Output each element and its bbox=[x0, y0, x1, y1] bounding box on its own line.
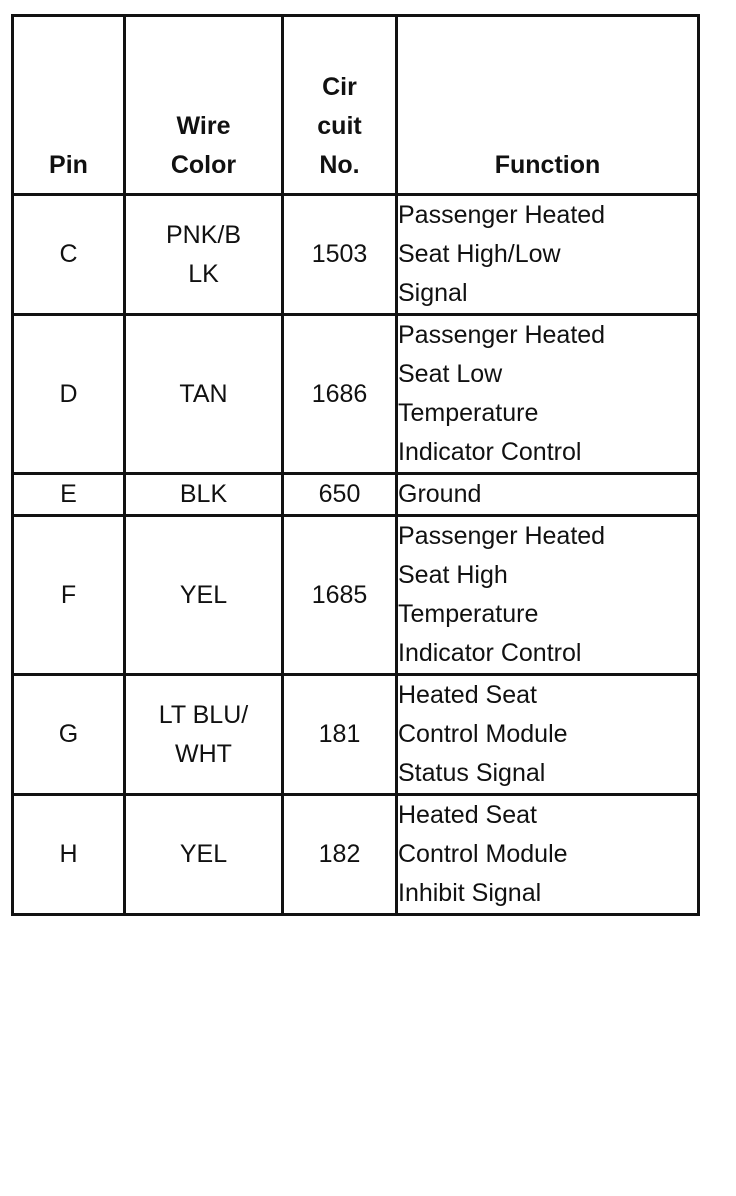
circuit-number-cell: 182 bbox=[283, 795, 397, 915]
circuit-number-cell: 181 bbox=[283, 675, 397, 795]
circuit-number-cell: 1686 bbox=[283, 315, 397, 474]
connector-pinout-table bbox=[11, 14, 700, 916]
function-line: Seat High/Low bbox=[398, 240, 561, 268]
header-circuit-line: Cir bbox=[322, 73, 357, 101]
function-line: Indicator Control bbox=[398, 438, 582, 466]
pin-cell: G bbox=[13, 675, 125, 795]
function-cell bbox=[397, 795, 699, 915]
function-cell bbox=[397, 516, 699, 675]
function-line: Passenger Heated bbox=[398, 201, 606, 229]
pin-cell: E bbox=[13, 474, 125, 516]
wire-color-cell bbox=[125, 195, 283, 315]
header-wire-color bbox=[125, 16, 283, 195]
wire-color-cell bbox=[125, 795, 283, 915]
header-row bbox=[13, 16, 699, 195]
wire-color-cell bbox=[125, 516, 283, 675]
function-line: Inhibit Signal bbox=[398, 879, 542, 907]
wire-color-line: LK bbox=[188, 259, 219, 288]
pin-cell: D bbox=[13, 315, 125, 474]
function-line: Passenger Heated bbox=[398, 321, 606, 349]
function-line: Status Signal bbox=[398, 759, 546, 787]
function-line: Passenger Heated bbox=[398, 522, 606, 550]
header-pin bbox=[13, 16, 125, 195]
header-wire-color-line: Color bbox=[170, 151, 237, 179]
function-cell bbox=[397, 315, 699, 474]
pin-cell: F bbox=[13, 516, 125, 675]
function-line: Control Module bbox=[398, 720, 568, 748]
function-line: Temperature bbox=[398, 399, 539, 427]
function-line: Seat Low bbox=[398, 360, 503, 388]
table-row bbox=[13, 795, 699, 915]
wire-color-line: TAN bbox=[179, 379, 228, 408]
function-line: Heated Seat bbox=[398, 681, 537, 709]
wire-color-line: WHT bbox=[175, 739, 232, 768]
function-line: Ground bbox=[398, 480, 482, 508]
circuit-number-cell: 1685 bbox=[283, 516, 397, 675]
header-function bbox=[397, 16, 699, 195]
wire-color-line: YEL bbox=[179, 840, 228, 868]
table-row bbox=[13, 675, 699, 795]
wire-color-line: YEL bbox=[179, 580, 228, 609]
function-cell bbox=[397, 675, 699, 795]
table-row bbox=[13, 195, 699, 315]
header-circuit-line: No. bbox=[319, 151, 360, 179]
function-line: Heated Seat bbox=[398, 801, 537, 829]
function-cell bbox=[397, 474, 699, 516]
header-function-label: Function bbox=[494, 151, 601, 179]
function-line: Indicator Control bbox=[398, 639, 582, 667]
function-line: Temperature bbox=[398, 600, 539, 628]
wire-color-cell bbox=[125, 675, 283, 795]
circuit-number-cell: 1503 bbox=[283, 195, 397, 315]
wire-color-cell bbox=[125, 315, 283, 474]
wire-color-line: BLK bbox=[179, 480, 228, 508]
table-row bbox=[13, 315, 699, 474]
header-pin-label: Pin bbox=[49, 151, 88, 179]
table-body bbox=[13, 195, 699, 915]
wire-color-line: LT BLU/ bbox=[158, 700, 249, 729]
function-line: Seat High bbox=[398, 561, 508, 589]
function-line: Signal bbox=[398, 279, 468, 307]
wire-color-line: PNK/B bbox=[165, 220, 242, 249]
pin-cell: C bbox=[13, 195, 125, 315]
wire-color-cell bbox=[125, 474, 283, 516]
circuit-number-cell: 650 bbox=[283, 474, 397, 516]
header-circuit-no bbox=[283, 16, 397, 195]
header-wire-color-line: Wire bbox=[176, 112, 231, 140]
table-row bbox=[13, 516, 699, 675]
function-line: Control Module bbox=[398, 840, 568, 868]
pin-cell: H bbox=[13, 795, 125, 915]
header-circuit-line: cuit bbox=[317, 112, 362, 140]
function-cell bbox=[397, 195, 699, 315]
table-row bbox=[13, 474, 699, 516]
